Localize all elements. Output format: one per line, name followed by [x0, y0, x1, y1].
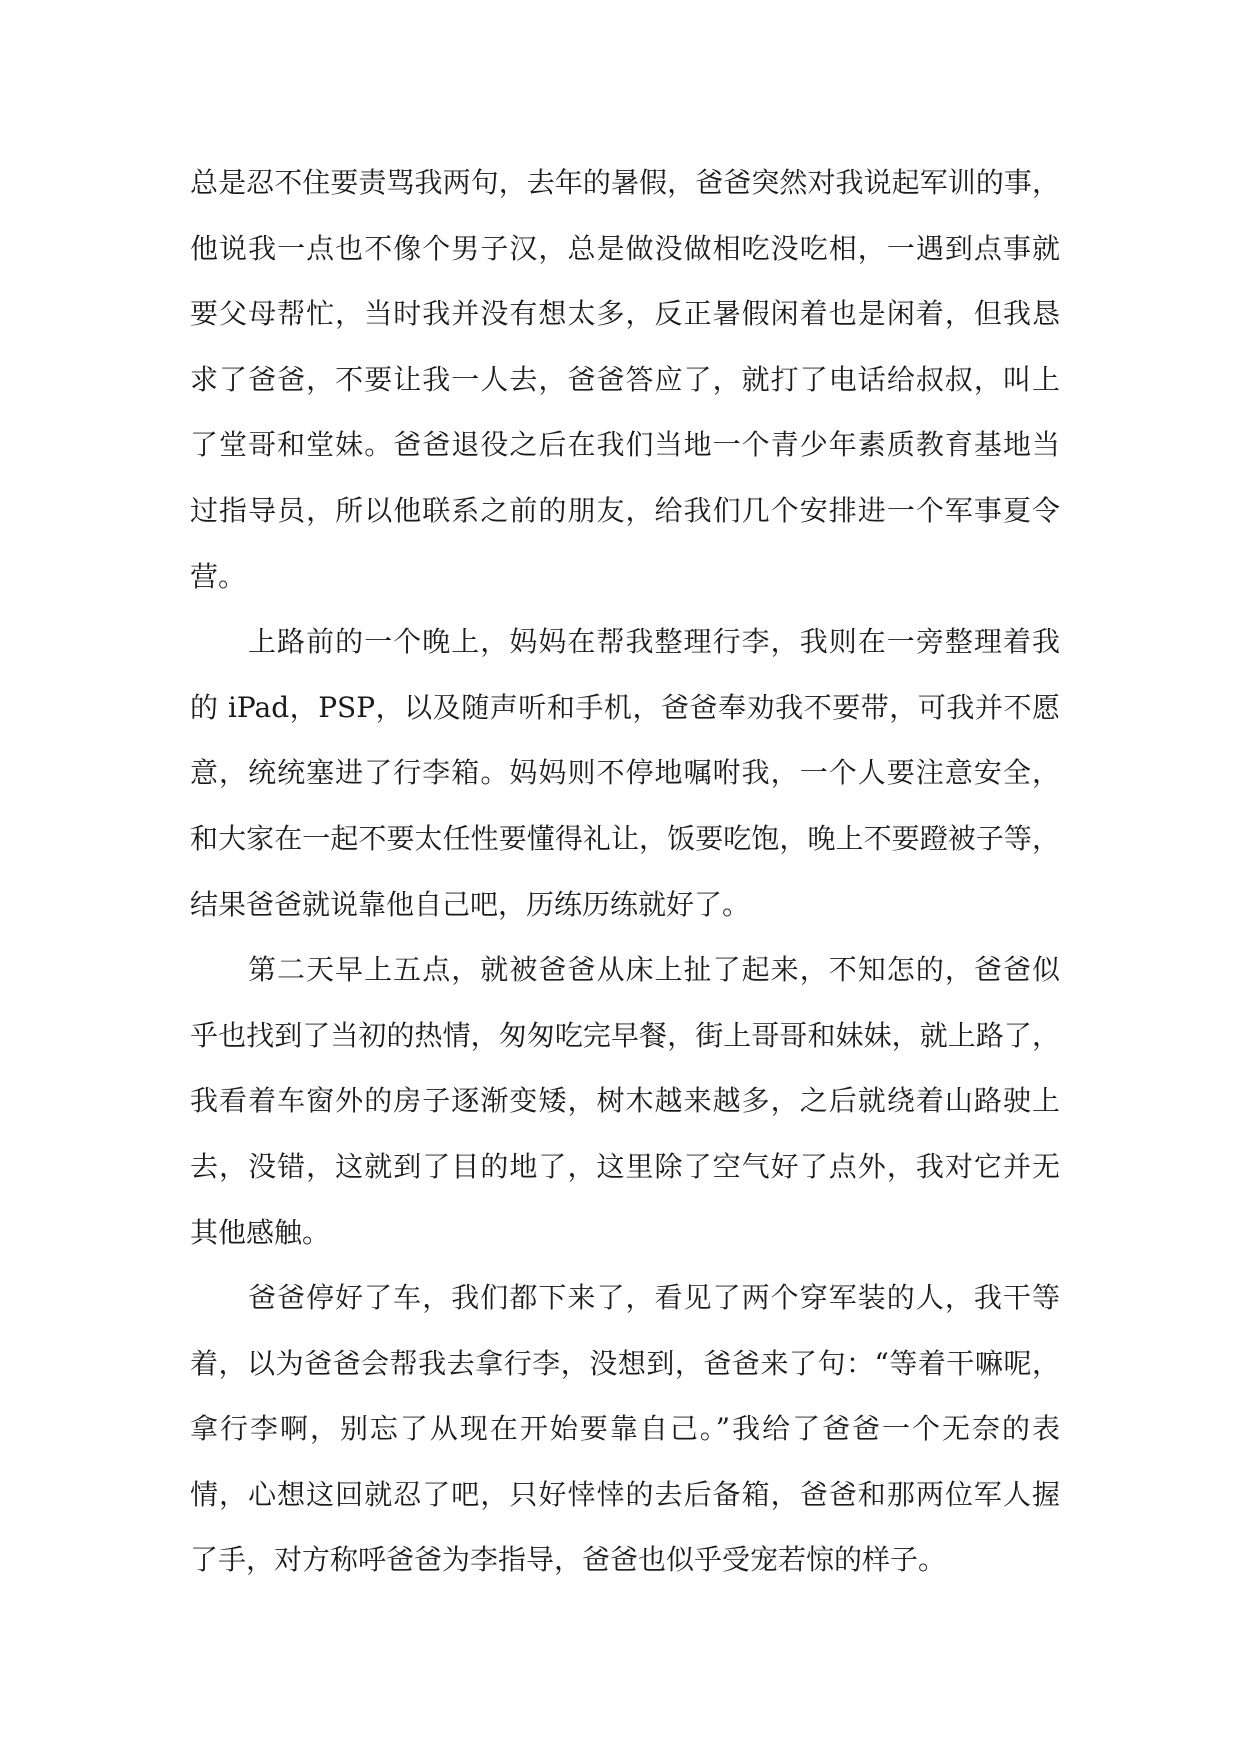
text-line: 情，心想这回就忍了吧，只好悻悻的去后备箱，爸爸和那两位军人握 — [190, 1477, 1060, 1511]
paragraph — [190, 150, 1060, 609]
paragraph — [190, 1265, 1060, 1593]
text-line: 我看着车窗外的房子逐渐变矮，树木越来越多，之后就绕着山路驶上 — [190, 1084, 1060, 1118]
document-body — [190, 150, 1060, 1593]
text-line: 着，以为爸爸会帮我去拿行李，没想到，爸爸来了句：“等着干嘛呢， — [190, 1346, 1060, 1380]
text-line: 的 iPad，PSP，以及随声听和手机，爸爸奉劝我不要带，可我并不愿 — [190, 690, 1060, 724]
text-line: 和大家在一起不要太任性要懂得礼让，饭要吃饱，晚上不要蹬被子等， — [190, 821, 1060, 855]
text-line: 意，统统塞进了行李箱。妈妈则不停地嘱咐我，一个人要注意安全， — [190, 756, 1060, 790]
text-line: 过指导员，所以他联系之前的朋友，给我们几个安排进一个军事夏令 — [190, 493, 1060, 527]
text-line: 求了爸爸，不要让我一人去，爸爸答应了，就打了电话给叔叔，叫上 — [190, 362, 1060, 396]
text-line: 了手，对方称呼爸爸为李指导，爸爸也似乎受宠若惊的样子。 — [190, 1543, 947, 1577]
text-line: 去，没错，这就到了目的地了，这里除了空气好了点外，我对它并无 — [190, 1149, 1060, 1183]
text-line: 乎也找到了当初的热情，匆匆吃完早餐，街上哥哥和妹妹，就上路了， — [190, 1018, 1060, 1052]
paragraph — [190, 937, 1060, 1265]
text-line: 要父母帮忙，当时我并没有想太多，反正暑假闲着也是闲着，但我恳 — [190, 297, 1060, 331]
text-line: 营。 — [190, 559, 247, 593]
text-line: 他说我一点也不像个男子汉，总是做没做相吃没吃相，一遇到点事就 — [190, 231, 1060, 265]
text-line: 了堂哥和堂妹。爸爸退役之后在我们当地一个青少年素质教育基地当 — [190, 428, 1060, 462]
text-line: 总是忍不住要责骂我两句，去年的暑假，爸爸突然对我说起军训的事， — [190, 166, 1060, 199]
text-line: 爸爸停好了车，我们都下来了，看见了两个穿军装的人，我干等 — [248, 1281, 1060, 1315]
text-line: 拿行李啊，别忘了从现在开始要靠自己。”我给了爸爸一个无奈的表 — [190, 1412, 1060, 1446]
paragraph — [190, 609, 1060, 937]
text-line: 第二天早上五点，就被爸爸从床上扯了起来，不知怎的，爸爸似 — [248, 953, 1060, 987]
text-line: 上路前的一个晚上，妈妈在帮我整理行李，我则在一旁整理着我 — [248, 625, 1060, 659]
text-line: 其他感触。 — [190, 1215, 331, 1249]
text-line: 结果爸爸就说靠他自己吧，历练历练就好了。 — [190, 887, 751, 921]
